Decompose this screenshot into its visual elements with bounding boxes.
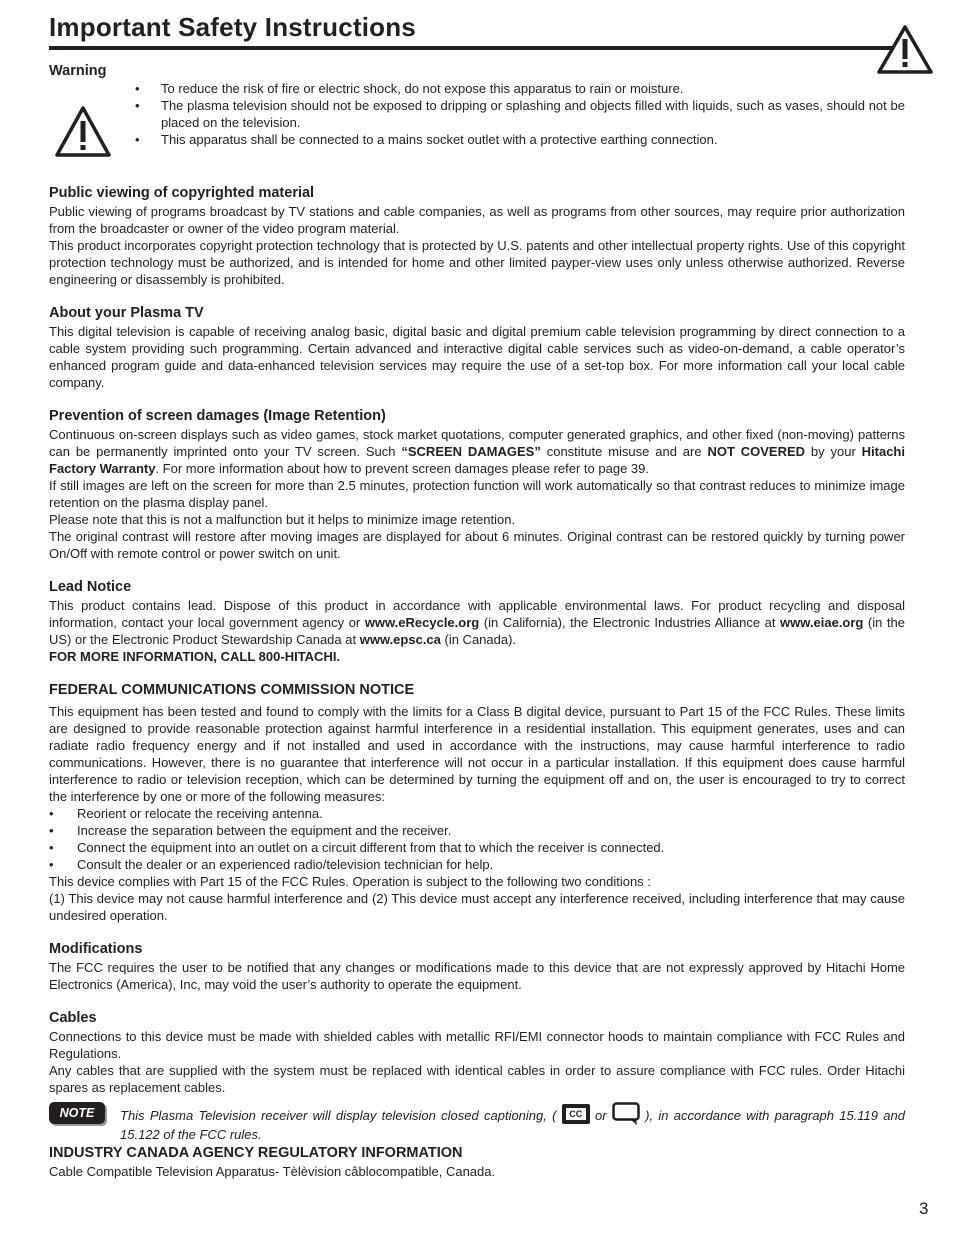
- modifications-heading: Modifications: [49, 941, 143, 957]
- paragraph: Public viewing of programs broadcast by TV stations and cable companies, as well as programs from other sources, may require prior authorization from the broadcaster or owner of the video program material.: [49, 204, 905, 236]
- fcc-section: [49, 681, 905, 924]
- paragraph: Continuous on-screen displays such as video games, stock market quotations, computer generated graphics, and other fixed (non-moving) patterns can be permanently imprinted onto your TV screen. Such “SCREEN DAMAGES” constitute misuse and are NOT COVERED by your Hitachi Factory Warranty. For more information about how to prevent screen damages please refer to page 39.: [49, 427, 905, 476]
- title-divider: [49, 46, 893, 50]
- list-item: • The plasma television should not be exposed to dripping or splashing and objects filled with liquids, such as vases, should not be placed on the television.: [131, 97, 905, 131]
- link-eiae: www.eiae.org: [780, 615, 864, 630]
- paragraph: If still images are left on the screen for more than 2.5 minutes, protection function will work automatically so that contrast reduces to minimize image retention on the plasma display panel.: [49, 478, 905, 510]
- link-epsc: www.epsc.ca: [359, 632, 441, 647]
- list-item: • Reorient or relocate the receiving antenna.: [49, 805, 905, 822]
- paragraph: The FCC requires the user to be notified that any changes or modifications made to this device that are not expressly approved by Hitachi Home Electronics (America), Inc, may void the user’s authority to operate the equipment.: [49, 960, 905, 992]
- list-item: • This apparatus shall be connected to a mains socket outlet with a protective earthing connection.: [131, 131, 905, 148]
- paragraph: The original contrast will restore after moving images are displayed for about 6 minutes. Original contrast can be restored quickly by turning power On/Off with remote control or power switch on unit.: [49, 529, 905, 561]
- closed-caption-icon: CC: [562, 1104, 590, 1124]
- page-number: 3: [919, 1199, 929, 1218]
- public-viewing-heading: Public viewing of copyrighted material: [49, 185, 315, 201]
- paragraph: Any cables that are supplied with the system must be replaced with identical cables in order to assure compliance with FCC rules. Order Hitachi spares as replacement cables.: [49, 1063, 905, 1095]
- phone-notice: FOR MORE INFORMATION, CALL 800-HITACHI.: [49, 649, 341, 664]
- page-title: Important Safety Instructions: [49, 12, 416, 42]
- warning-block: [49, 81, 905, 167]
- screen-damage-section: [49, 407, 905, 562]
- note-badge: NOTE: [49, 1102, 105, 1124]
- warning-section: [49, 62, 905, 167]
- paragraph: This device complies with Part 15 of the FCC Rules. Operation is subject to the following two conditions :: [49, 874, 651, 889]
- about-tv-section: [49, 304, 905, 391]
- modifications-section: [49, 940, 905, 993]
- link-erecycle: www.eRecycle.org: [364, 615, 480, 630]
- paragraph: Cable Compatible Television Apparatus- Tèlèvision câblocompatible, Canada.: [49, 1164, 496, 1179]
- list-item: • To reduce the risk of fire or electric shock, do not expose this apparatus to rain or moisture.: [131, 80, 905, 97]
- paragraph: This product contains lead. Dispose of this product in accordance with applicable environmental laws. For product recycling and disposal information, contact your local government agency or www.eRecycle.org (in California), the Electronic Industries Alliance at www.eiae.org (in the US) or the Electronic Product Stewardship Canada at www.epsc.ca (in Canada).: [49, 598, 905, 647]
- fcc-heading: FEDERAL COMMUNICATIONS COMMISSION NOTICE: [49, 682, 415, 698]
- caption-bubble-icon: [612, 1102, 640, 1126]
- warning-list: [131, 80, 905, 148]
- document-body: [49, 62, 905, 1180]
- note-text: This Plasma Television receiver will display television closed captioning, ( CC or ), in accordance with paragraph 15.119 and 15.122 of the FCC rules.: [120, 1102, 905, 1143]
- warning-triangle-icon: [54, 105, 112, 159]
- fcc-measures-list: [49, 805, 905, 873]
- about-tv-heading: About your Plasma TV: [49, 305, 204, 321]
- paragraph: (1) This device may not cause harmful interference and (2) This device must accept any interference received, including interference that may cause undesired operation.: [49, 891, 905, 923]
- note-block: [49, 1102, 905, 1144]
- industry-canada-section: [49, 1144, 905, 1180]
- list-item: • Consult the dealer or an experienced radio/television technician for help.: [49, 856, 905, 873]
- lead-notice-section: [49, 578, 905, 665]
- paragraph: This digital television is capable of receiving analog basic, digital basic and digital premium cable television programming by direct connection to a cable system providing such programming. Certain advanced and interactive digital cable services such as video-on-demand, a cable operator’s enhanced program guide and data-enhanced television services may require the use of a set-top box. For more information call your local cable company.: [49, 324, 905, 390]
- lead-notice-heading: Lead Notice: [49, 579, 132, 595]
- paragraph: Please note that this is not a malfunction but it helps to minimize image retention.: [49, 512, 516, 527]
- paragraph: This equipment has been tested and found to comply with the limits for a Class B digital device, pursuant to Part 15 of the FCC Rules. These limits are designed to provide reasonable protection against harmful interference in a residential installation. This equipment generates, uses and can radiate radio frequency energy and if not installed and used in accordance with the instructions, may cause harmful interference to radio communications. However, there is no guarantee that interference will not occur in a particular installation. If this equipment does cause harmful interference to radio or television reception, which can be determined by turning the equipment off and on, the user is encouraged to try to correct the interference by one or more of the following measures:: [49, 704, 905, 804]
- list-item: • Increase the separation between the equipment and the receiver.: [49, 822, 905, 839]
- warning-heading: Warning: [49, 63, 107, 79]
- public-viewing-section: [49, 184, 905, 288]
- screen-damage-heading: Prevention of screen damages (Image Retention): [49, 408, 386, 424]
- paragraph: Connections to this device must be made with shielded cables with metallic RFI/EMI connector hoods to maintain compliance with FCC Rules and Regulations.: [49, 1029, 905, 1061]
- cables-section: [49, 1009, 905, 1096]
- industry-canada-heading: INDUSTRY CANADA AGENCY REGULATORY INFORMATION: [49, 1145, 463, 1161]
- cables-heading: Cables: [49, 1010, 97, 1026]
- list-item: • Connect the equipment into an outlet on a circuit different from that to which the receiver is connected.: [49, 839, 905, 856]
- paragraph: This product incorporates copyright protection technology that is protected by U.S. patents and other intellectual property rights. Use of this copyright protection technology must be authorized, and is intended for home and other limited payper-view uses only unless otherwise authorized. Reverse engineering or disassembly is prohibited.: [49, 238, 905, 287]
